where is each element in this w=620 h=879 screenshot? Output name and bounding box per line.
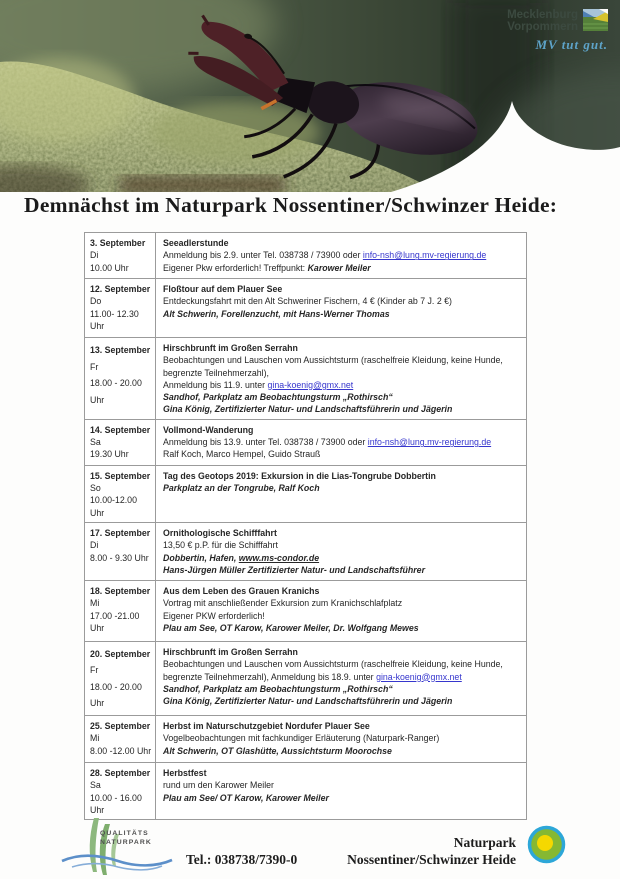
mv-region-line2: Vorpommern [507,21,578,33]
event-date: 20. September [90,648,151,659]
event-title: Ornithologische Schifffahrt [163,527,277,538]
event-day: Fr [90,665,99,676]
event-line: 13,50 € p.P. für die Schifffahrt [163,540,278,551]
event-details-cell [156,716,526,762]
table-row [85,278,526,337]
event-date: 3. September [90,238,146,248]
event-details-cell [156,279,526,337]
event-day: Mi [90,733,100,744]
park-name-line1: Naturpark [453,835,516,850]
event-day: Sa [90,780,101,791]
table-row [85,337,526,419]
event-date-cell [85,716,156,762]
event-title: Tag des Geotops 2019: Exkursion in die Lias-Tongrube Dobbertin [163,470,436,481]
event-line: Beobachtungen und Lauschen vom Aussichtsturm (raschelfreie Kleidung, keine Hunde, begrenzte Teilnehmerzahl), [163,355,503,378]
event-line [163,262,520,274]
event-date: 25. September [90,720,151,731]
phone-number: Tel.: 038738/7390-0 [186,852,298,867]
event-time: Uhr [90,698,105,709]
event-day: Di [90,250,99,261]
beetle-photo [0,0,620,192]
table-row [85,762,526,819]
event-details-cell [156,338,526,419]
event-date-cell [85,581,156,641]
event-title: Herbst im Naturschutzgebiet Nordufer Plauer See [163,720,370,731]
line-text: Anmeldung bis 2.9. unter Tel. 038738 / 73900 oder [163,250,363,261]
mv-landscape-icon [583,9,608,32]
event-location: Alt Schwerin, OT Glashütte, Aussichtsturm Moorochse [163,745,392,756]
line-text: Anmeldung bis 11.9. unter [163,379,268,390]
event-date: 14. September [90,424,151,435]
event-title: Hirschbrunft im Großen Serrahn [163,646,298,657]
event-time: Uhr [90,507,105,518]
event-time: 10.00 - 16.00 [90,792,142,803]
event-day: Di [90,540,99,551]
event-day: So [90,483,101,494]
email-link[interactable]: info-nsh@lung.mv-regierung.de [367,437,492,448]
quality-label-line2: NATURPARK [100,839,152,846]
event-location: Sandhof, Parkplatz am Beobachtungsturm „Rothirsch“ [163,683,393,694]
table-row [85,465,526,522]
event-time: 10.00 Uhr [90,262,129,273]
event-location: Parkplatz an der Tongrube, Ralf Koch [163,483,320,494]
event-location: Plau am See, OT Karow, Karower Meiler, Dr. Wolfgang Mewes [163,622,419,633]
event-day: Do [90,296,102,307]
table-row [85,419,526,465]
event-date-cell [85,466,156,522]
event-guide: Gina König, Zertifizierter Natur- und Landschaftsführerin und Jägerin [163,404,453,415]
mv-logo [507,9,608,53]
event-line [163,552,520,564]
event-date: 18. September [90,585,151,596]
event-location: Karower Meiler [307,262,371,273]
event-day: Sa [90,437,101,448]
event-location: Sandhof, Parkplatz am Beobachtungsturm „Rothirsch“ [163,392,393,403]
table-row [85,233,526,278]
event-title: Hirschbrunft im Großen Serrahn [163,343,298,353]
event-details-cell [156,420,526,465]
event-time: 11.00- 12.30 [90,308,139,319]
mv-region-line1: Mecklenburg [507,9,578,21]
naturpark-circle-logo [527,825,567,865]
event-date-cell [85,338,156,419]
event-date-cell [85,523,156,580]
events-table [84,232,527,820]
event-details-cell [156,763,526,819]
event-line: Vortrag mit anschließender Exkursion zum Kranichschlafplatz [163,598,403,609]
park-name-line2: Nossentiner/Schwinzer Heide [347,852,516,867]
event-date-cell [85,279,156,337]
event-guide: Ralf Koch, Marco Hempel, Guido Strauß [163,449,321,460]
event-location: Dobbertin, Hafen, [163,552,239,563]
event-date: 13. September [90,345,151,355]
event-time: Uhr [90,804,105,815]
event-title: Floßtour auf dem Plauer See [163,284,283,294]
website-link[interactable]: www.ms-condor.de [238,552,320,563]
event-date: 17. September [90,527,151,538]
footer [0,813,620,879]
event-line [163,379,520,391]
mv-tagline: MV tut gut. [535,37,608,52]
event-line: rund um den Karower Meiler [163,780,274,791]
line-text: Beobachtungen und Lauschen vom Aussichtsturm (raschelfreie Kleidung, keine Hunde, begrenzte Teilnehmerzahl), Anmeldung bis 18.9. unter [163,659,503,682]
event-details-cell [156,642,526,715]
event-time: Uhr [90,622,105,633]
page-title: Demnächst im Naturpark Nossentiner/Schwinzer Heide: [24,193,558,217]
event-time: 10.00-12.00 [90,495,137,506]
event-line: Vogelbeobachtungen mit fachkundiger Erläuterung (Naturpark-Ranger) [163,733,440,744]
event-location: Plau am See/ OT Karow, Karower Meiler [163,792,329,803]
event-line [163,436,520,448]
event-time: 17.00 -21.00 [90,610,140,621]
event-details-cell [156,466,526,522]
event-date-cell [85,763,156,819]
table-row [85,641,526,715]
event-date-cell [85,642,156,715]
event-title: Aus dem Leben des Grauen Kranichs [163,585,320,596]
event-line [163,658,520,683]
event-date-cell [85,420,156,465]
event-time: 8.00 -12.00 Uhr [90,745,152,756]
event-line: Entdeckungsfahrt mit den Alt Schweriner Fischern, 4 € (Kinder ab 7 J. 2 €) [163,296,452,307]
email-link[interactable]: info-nsh@lung.mv-regierung.de [362,250,487,261]
event-date-cell [85,233,156,278]
email-link[interactable]: gina-koenig@gmx.net [267,379,354,390]
quality-label-line1: QUALITÄTS [100,830,149,837]
event-time: 18.00 - 20.00 [90,681,142,692]
event-date: 12. September [90,284,151,294]
event-day: Mi [90,598,100,609]
event-guide: Hans-Jürgen Müller Zertifizierter Natur- und Landschaftsführer [163,564,425,575]
event-details-cell [156,233,526,278]
event-location: Alt Schwerin, Forellenzucht, mit Hans-Werner Thomas [163,308,390,319]
mv-logo-text [507,9,578,33]
park-name [320,834,516,868]
event-date: 28. September [90,767,151,778]
event-day: Fr [90,361,99,372]
event-time: 18.00 - 20.00 [90,378,142,388]
line-text: Anmeldung bis 13.9. unter Tel. 038738 / 73900 oder [163,437,368,448]
quality-naturpark-label [100,829,152,847]
event-details-cell [156,581,526,641]
event-title: Seeadlerstunde [163,238,229,248]
event-time: 19.30 Uhr [90,449,129,460]
table-row [85,715,526,762]
email-link[interactable]: gina-koenig@gmx.net [376,671,462,682]
event-title: Vollmond-Wanderung [163,424,254,435]
event-time: 8.00 - 9.30 Uhr [90,552,149,563]
event-line: Eigener PKW erforderlich! [163,610,265,621]
event-date: 15. September [90,470,151,481]
event-title: Herbstfest [163,767,207,778]
event-details-cell [156,523,526,580]
table-row [85,580,526,641]
event-time: Uhr [90,320,105,331]
event-guide: Gina König, Zertifizierter Natur- und Landschaftsführerin und Jägerin [163,696,453,707]
event-time: Uhr [90,394,105,405]
line-text: Eigener Pkw erforderlich! Treffpunkt: [163,262,308,273]
event-line [163,249,520,261]
table-row [85,522,526,580]
